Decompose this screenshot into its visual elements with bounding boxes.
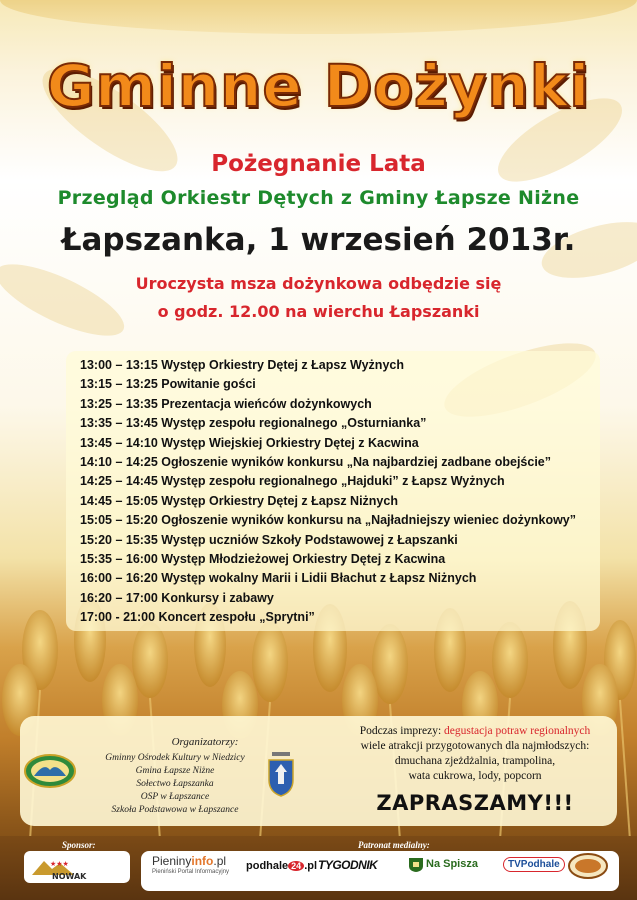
- page-title: Gminne Dożynki: [46, 52, 591, 120]
- organizer-item: OSP w Łapszance: [140, 792, 210, 802]
- organizer-item: Szkoła Podstawowa w Łapszance: [111, 805, 239, 815]
- schedule-item: 17:00 - 21:00 Koncert zespołu „Sprytni”: [80, 610, 315, 625]
- schedule-item: 16:20 – 17:00 Konkursy i zabawy: [80, 590, 274, 605]
- attractions-line: wata cukrowa, lody, popcorn: [408, 770, 542, 782]
- pieniny-tld: .pl: [213, 854, 227, 868]
- attractions-line: dmuchana zjeżdżalnia, trampolina,: [394, 755, 556, 767]
- organizers-list: [95, 752, 255, 817]
- tygodnik-logo: TYGODNIK: [318, 858, 378, 872]
- organizer-item: Gmina Łapsze Niżne: [135, 766, 215, 776]
- sponsor-logo: [30, 855, 124, 881]
- organizer-item: Gminny Ośrodek Kultury w Niedzicy: [105, 753, 245, 763]
- subtitle: Pożegnanie Lata: [211, 151, 426, 177]
- gmina-crest-icon: [266, 750, 296, 798]
- schedule-item: 14:25 – 14:45 Występ zespołu regionalnego „Hajduki” z Łapsz Wyżnych: [80, 474, 505, 489]
- schedule-item: 13:45 – 14:10 Występ Wiejskiej Orkiestry Dętej z Kacwina: [80, 435, 419, 450]
- schedule-list: [66, 351, 600, 631]
- event-date-location: Łapszanka, 1 wrzesień 2013r.: [61, 222, 576, 258]
- schedule-item: 15:35 – 16:00 Występ Młodzieżowej Orkiestry Dętej z Kacwina: [80, 551, 446, 566]
- podhale24-logo: [246, 860, 317, 872]
- sponsor-name: NOWAK: [52, 872, 87, 881]
- schedule-item: 14:10 – 14:25 Ogłoszenie wyników konkursu „Na najbardziej zadbane obejście”: [80, 454, 551, 469]
- organizers-label: Organizatorzy:: [171, 736, 239, 748]
- mass-info-line1: Uroczysta msza dożynkowa odbędzie się: [135, 274, 502, 293]
- podhale24-number: 24: [288, 861, 304, 871]
- schedule-item: 13:15 – 13:25 Powitanie gości: [80, 377, 256, 392]
- mass-info-line2: o godz. 12.00 na wierchu Łapszanki: [157, 302, 480, 321]
- svg-text:★★★: ★★★: [50, 860, 69, 868]
- sponsor-label: Sponsor:: [62, 840, 96, 850]
- pieniny-name: Pieniny: [152, 854, 192, 868]
- podhale24-suffix: .pl: [304, 860, 318, 872]
- naspisza-icon: [408, 855, 424, 873]
- invitation-text: ZAPRASZAMY!!!: [376, 791, 574, 815]
- naspisza-logo: Na Spisza: [426, 858, 478, 870]
- schedule-item: 13:00 – 13:15 Występ Orkiestry Dętej z Łapsz Wyżnych: [80, 358, 404, 372]
- schedule-item: 15:20 – 15:35 Występ uczniów Szkoły Podstawowej z Łapszanki: [80, 532, 458, 547]
- schedule-item: 13:35 – 13:45 Występ zespołu regionalnego „Osturnianka”: [80, 416, 427, 431]
- pieniny-accent: info: [191, 854, 214, 868]
- podhale24-prefix: podhale: [246, 860, 289, 872]
- gok-logo-icon: [24, 754, 76, 788]
- schedule-item: 13:25 – 13:35 Prezentacja wieńców dożynkowych: [80, 396, 372, 411]
- schedule-item: 15:05 – 15:20 Ogłoszenie wyników konkursu na „Najładniejszy wieniec dożynkowy”: [80, 513, 577, 528]
- attractions-lead: Podczas imprezy:: [359, 725, 445, 737]
- pieniny-tagline: Pieniński Portal Informacyjny: [152, 869, 230, 875]
- orchestra-review-heading: Przegląd Orkiestr Dętych z Gminy Łapsze Niżne: [57, 187, 580, 209]
- event-attractions: [330, 724, 620, 784]
- attractions-line: wiele atrakcji przygotowanych dla najmłodszych:: [360, 740, 590, 752]
- schedule-item: 16:00 – 16:20 Występ wokalny Marii i Lidii Błachut z Łapsz Niżnych: [80, 571, 477, 586]
- media-patronage-label: Patronat medialny:: [358, 840, 430, 850]
- schedule-item: 14:45 – 15:05 Występ Orkiestry Dętej z Łapsz Niżnych: [80, 493, 398, 508]
- organizer-item: Sołectwo Łapszanka: [136, 779, 214, 789]
- tvpodhale-logo: TVPodhale: [503, 857, 565, 872]
- pieniny-info-logo: [152, 854, 229, 875]
- attractions-highlight: degustacja potraw regionalnych: [444, 725, 591, 737]
- newspaper-logo-icon: [568, 853, 608, 879]
